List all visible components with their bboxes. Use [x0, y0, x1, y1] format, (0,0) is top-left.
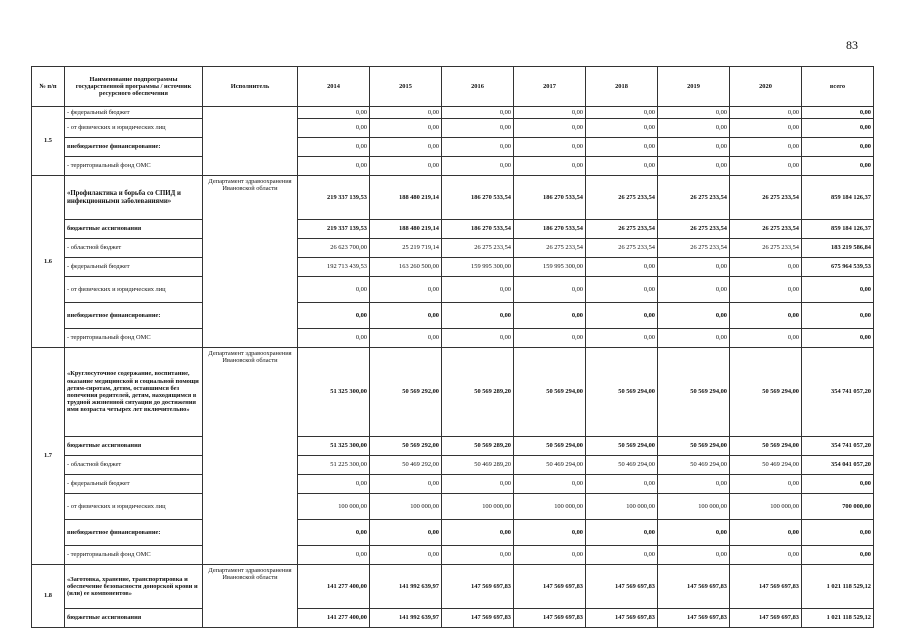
value-cell: 50 569 292,00	[370, 437, 442, 456]
header-total: всего	[802, 67, 874, 107]
value-cell: 100 000,00	[514, 494, 586, 520]
table-row	[32, 258, 874, 277]
value-cell: 0,00	[298, 329, 370, 348]
total-cell: 1 021 118 529,12	[802, 609, 874, 628]
value-cell: 50 569 294,00	[514, 348, 586, 437]
value-cell: 0,00	[442, 520, 514, 546]
value-cell: 0,00	[370, 138, 442, 157]
header-name: Наименование подпрограммы государственной программы / источник ресурсного обеспечения	[65, 67, 203, 107]
value-cell: 147 569 697,83	[514, 565, 586, 609]
value-cell: 0,00	[298, 520, 370, 546]
value-cell: 0,00	[586, 520, 658, 546]
header-2018: 2018	[586, 67, 658, 107]
value-cell: 0,00	[586, 329, 658, 348]
value-cell: 188 480 219,14	[370, 220, 442, 239]
value-cell: 0,00	[658, 520, 730, 546]
value-cell: 0,00	[442, 138, 514, 157]
value-cell: 147 569 697,83	[586, 565, 658, 609]
source-name: - областной бюджет	[65, 239, 203, 258]
total-cell: 0,00	[802, 546, 874, 565]
table-row	[32, 119, 874, 138]
value-cell: 159 995 300,00	[514, 258, 586, 277]
table-row	[32, 277, 874, 303]
header-2017: 2017	[514, 67, 586, 107]
source-name: - территориальный фонд ОМС	[65, 329, 203, 348]
value-cell: 0,00	[370, 546, 442, 565]
value-cell: 219 337 139,53	[298, 220, 370, 239]
value-cell: 0,00	[730, 157, 802, 176]
value-cell: 0,00	[442, 107, 514, 119]
value-cell: 26 623 700,00	[298, 239, 370, 258]
source-name: бюджетные ассигнования	[65, 437, 203, 456]
header-2016: 2016	[442, 67, 514, 107]
value-cell: 26 275 233,54	[730, 220, 802, 239]
value-cell: 0,00	[658, 119, 730, 138]
value-cell: 0,00	[658, 303, 730, 329]
value-cell: 147 569 697,83	[442, 565, 514, 609]
table-row	[32, 437, 874, 456]
header-row	[32, 67, 874, 107]
value-cell: 141 992 639,97	[370, 609, 442, 628]
total-cell: 0,00	[802, 329, 874, 348]
value-cell: 147 569 697,83	[730, 609, 802, 628]
value-cell: 0,00	[586, 475, 658, 494]
value-cell: 50 569 289,20	[442, 348, 514, 437]
value-cell: 0,00	[514, 157, 586, 176]
source-name: бюджетные ассигнования	[65, 609, 203, 628]
value-cell: 0,00	[514, 475, 586, 494]
table-row	[32, 107, 874, 119]
total-cell: 0,00	[802, 138, 874, 157]
value-cell: 100 000,00	[658, 494, 730, 520]
value-cell: 100 000,00	[298, 494, 370, 520]
value-cell: 0,00	[730, 119, 802, 138]
executor-cell: Департамент здравоохранения Ивановской области	[203, 348, 298, 565]
value-cell: 0,00	[658, 107, 730, 119]
value-cell: 50 569 294,00	[514, 437, 586, 456]
table-row	[32, 138, 874, 157]
table-row	[32, 456, 874, 475]
executor-cell	[203, 107, 298, 176]
value-cell: 0,00	[730, 546, 802, 565]
value-cell: 0,00	[658, 475, 730, 494]
value-cell: 100 000,00	[730, 494, 802, 520]
value-cell: 0,00	[442, 157, 514, 176]
table-row	[32, 494, 874, 520]
value-cell: 50 469 292,00	[370, 456, 442, 475]
table-row	[32, 609, 874, 628]
header-executor: Исполнитель	[203, 67, 298, 107]
value-cell: 0,00	[298, 303, 370, 329]
value-cell: 0,00	[298, 277, 370, 303]
header-2020: 2020	[730, 67, 802, 107]
value-cell: 26 275 233,54	[730, 239, 802, 258]
source-name: - от физических и юридических лиц	[65, 277, 203, 303]
total-cell: 0,00	[802, 277, 874, 303]
value-cell: 51 225 300,00	[298, 456, 370, 475]
value-cell: 141 277 400,00	[298, 609, 370, 628]
header-2014: 2014	[298, 67, 370, 107]
value-cell: 0,00	[730, 258, 802, 277]
value-cell: 0,00	[658, 157, 730, 176]
value-cell: 50 569 294,00	[586, 437, 658, 456]
value-cell: 0,00	[730, 475, 802, 494]
value-cell: 0,00	[370, 119, 442, 138]
source-name: бюджетные ассигнования	[65, 220, 203, 239]
total-cell: 0,00	[802, 107, 874, 119]
value-cell: 0,00	[514, 277, 586, 303]
value-cell: 26 275 233,54	[514, 239, 586, 258]
value-cell: 147 569 697,83	[730, 565, 802, 609]
value-cell: 0,00	[586, 546, 658, 565]
value-cell: 0,00	[586, 277, 658, 303]
value-cell: 0,00	[658, 329, 730, 348]
value-cell: 50 469 294,00	[658, 456, 730, 475]
value-cell: 0,00	[442, 475, 514, 494]
value-cell: 147 569 697,83	[658, 609, 730, 628]
value-cell: 26 275 233,54	[442, 239, 514, 258]
row-number: 1.7	[32, 348, 65, 565]
table-row	[32, 176, 874, 220]
source-name: - федеральный бюджет	[65, 475, 203, 494]
value-cell: 0,00	[298, 157, 370, 176]
subprogram-name: «Профилактика и борьба со СПИД и инфекционными заболеваниями»	[65, 176, 203, 220]
value-cell: 0,00	[514, 107, 586, 119]
value-cell: 141 992 639,97	[370, 565, 442, 609]
value-cell: 26 275 233,54	[586, 176, 658, 220]
table-row	[32, 565, 874, 609]
value-cell: 26 275 233,54	[586, 220, 658, 239]
total-cell: 0,00	[802, 475, 874, 494]
value-cell: 50 569 289,20	[442, 437, 514, 456]
value-cell: 186 270 533,54	[514, 220, 586, 239]
total-cell: 700 000,00	[802, 494, 874, 520]
value-cell: 50 569 294,00	[658, 348, 730, 437]
value-cell: 0,00	[658, 546, 730, 565]
value-cell: 0,00	[658, 258, 730, 277]
value-cell: 0,00	[370, 329, 442, 348]
total-cell: 354 041 057,20	[802, 456, 874, 475]
source-name: - территориальный фонд ОМС	[65, 546, 203, 565]
table-row	[32, 475, 874, 494]
value-cell: 0,00	[730, 329, 802, 348]
header-num: № п/п	[32, 67, 65, 107]
total-cell: 1 021 118 529,12	[802, 565, 874, 609]
row-number: 1.5	[32, 107, 65, 176]
table-row	[32, 546, 874, 565]
value-cell: 0,00	[442, 277, 514, 303]
value-cell: 50 569 294,00	[586, 348, 658, 437]
value-cell: 26 275 233,54	[658, 176, 730, 220]
header-2019: 2019	[658, 67, 730, 107]
value-cell: 50 569 294,00	[730, 437, 802, 456]
value-cell: 188 480 219,14	[370, 176, 442, 220]
executor-cell: Департамент здравоохранения Ивановской области	[203, 565, 298, 628]
value-cell: 0,00	[658, 277, 730, 303]
value-cell: 0,00	[370, 475, 442, 494]
source-name: - областной бюджет	[65, 456, 203, 475]
value-cell: 141 277 400,00	[298, 565, 370, 609]
source-name: - федеральный бюджет	[65, 258, 203, 277]
table-row	[32, 303, 874, 329]
value-cell: 147 569 697,83	[514, 609, 586, 628]
value-cell: 186 270 533,54	[442, 176, 514, 220]
value-cell: 0,00	[730, 107, 802, 119]
subprogram-name: «Заготовка, хранение, транспортировка и обеспечение безопасности донорской крови и (или) ее компонентов»	[65, 565, 203, 609]
value-cell: 0,00	[442, 546, 514, 565]
table-row	[32, 348, 874, 437]
value-cell: 0,00	[658, 138, 730, 157]
value-cell: 25 219 719,14	[370, 239, 442, 258]
source-name: - от физических и юридических лиц	[65, 494, 203, 520]
value-cell: 50 569 292,00	[370, 348, 442, 437]
table-row	[32, 220, 874, 239]
value-cell: 0,00	[730, 303, 802, 329]
value-cell: 0,00	[730, 520, 802, 546]
value-cell: 0,00	[730, 277, 802, 303]
value-cell: 186 270 533,54	[514, 176, 586, 220]
total-cell: 0,00	[802, 119, 874, 138]
value-cell: 147 569 697,83	[442, 609, 514, 628]
value-cell: 0,00	[586, 303, 658, 329]
value-cell: 0,00	[298, 138, 370, 157]
value-cell: 192 713 439,53	[298, 258, 370, 277]
value-cell: 219 337 139,53	[298, 176, 370, 220]
value-cell: 0,00	[298, 107, 370, 119]
source-name: внебюджетное финансирование:	[65, 520, 203, 546]
value-cell: 26 275 233,54	[658, 220, 730, 239]
executor-cell: Департамент здравоохранения Ивановской области	[203, 176, 298, 348]
value-cell: 100 000,00	[370, 494, 442, 520]
value-cell: 0,00	[514, 546, 586, 565]
value-cell: 0,00	[370, 520, 442, 546]
header-2015: 2015	[370, 67, 442, 107]
row-number: 1.8	[32, 565, 65, 628]
total-cell: 183 219 586,84	[802, 239, 874, 258]
value-cell: 26 275 233,54	[586, 239, 658, 258]
value-cell: 163 260 500,00	[370, 258, 442, 277]
value-cell: 0,00	[370, 277, 442, 303]
source-name: - территориальный фонд ОМС	[65, 157, 203, 176]
table-row	[32, 157, 874, 176]
table-row	[32, 239, 874, 258]
total-cell: 0,00	[802, 157, 874, 176]
value-cell: 0,00	[586, 107, 658, 119]
value-cell: 0,00	[586, 258, 658, 277]
value-cell: 0,00	[370, 157, 442, 176]
total-cell: 354 741 057,20	[802, 348, 874, 437]
value-cell: 0,00	[586, 157, 658, 176]
subprogram-name: «Круглосуточное содержание, воспитание, оказание медицинской и социальной помощи детям-сиротам, детям, оставшимся без попечения родителей, детям, находящимся в трудной жизненной ситуации до достижения ими возраста четырех лет включительно»	[65, 348, 203, 437]
value-cell: 186 270 533,54	[442, 220, 514, 239]
value-cell: 26 275 233,54	[658, 239, 730, 258]
value-cell: 0,00	[730, 138, 802, 157]
value-cell: 0,00	[298, 546, 370, 565]
value-cell: 0,00	[586, 119, 658, 138]
value-cell: 0,00	[370, 303, 442, 329]
value-cell: 0,00	[514, 303, 586, 329]
value-cell: 0,00	[442, 329, 514, 348]
value-cell: 50 569 294,00	[730, 348, 802, 437]
value-cell: 0,00	[514, 520, 586, 546]
value-cell: 0,00	[514, 119, 586, 138]
total-cell: 859 184 126,37	[802, 220, 874, 239]
value-cell: 50 469 294,00	[730, 456, 802, 475]
value-cell: 0,00	[370, 107, 442, 119]
page-number: 83	[846, 38, 858, 52]
source-name: внебюджетное финансирование:	[65, 303, 203, 329]
value-cell: 0,00	[298, 475, 370, 494]
value-cell: 51 325 300,00	[298, 348, 370, 437]
value-cell: 0,00	[442, 303, 514, 329]
value-cell: 147 569 697,83	[586, 609, 658, 628]
total-cell: 354 741 057,20	[802, 437, 874, 456]
total-cell: 0,00	[802, 303, 874, 329]
value-cell: 50 469 289,20	[442, 456, 514, 475]
value-cell: 0,00	[442, 119, 514, 138]
total-cell: 675 964 539,53	[802, 258, 874, 277]
value-cell: 0,00	[298, 119, 370, 138]
source-name: - федеральный бюджет	[65, 107, 203, 119]
total-cell: 859 184 126,37	[802, 176, 874, 220]
value-cell: 50 469 294,00	[586, 456, 658, 475]
table-row	[32, 329, 874, 348]
value-cell: 50 469 294,00	[514, 456, 586, 475]
source-name: внебюджетное финансирование:	[65, 138, 203, 157]
source-name: - от физических и юридических лиц	[65, 119, 203, 138]
value-cell: 0,00	[514, 138, 586, 157]
value-cell: 100 000,00	[442, 494, 514, 520]
row-number: 1.6	[32, 176, 65, 348]
value-cell: 0,00	[586, 138, 658, 157]
value-cell: 159 995 300,00	[442, 258, 514, 277]
value-cell: 50 569 294,00	[658, 437, 730, 456]
value-cell: 147 569 697,83	[658, 565, 730, 609]
budget-table	[31, 66, 874, 628]
value-cell: 100 000,00	[586, 494, 658, 520]
total-cell: 0,00	[802, 520, 874, 546]
value-cell: 51 325 300,00	[298, 437, 370, 456]
value-cell: 0,00	[514, 329, 586, 348]
value-cell: 26 275 233,54	[730, 176, 802, 220]
table-row	[32, 520, 874, 546]
